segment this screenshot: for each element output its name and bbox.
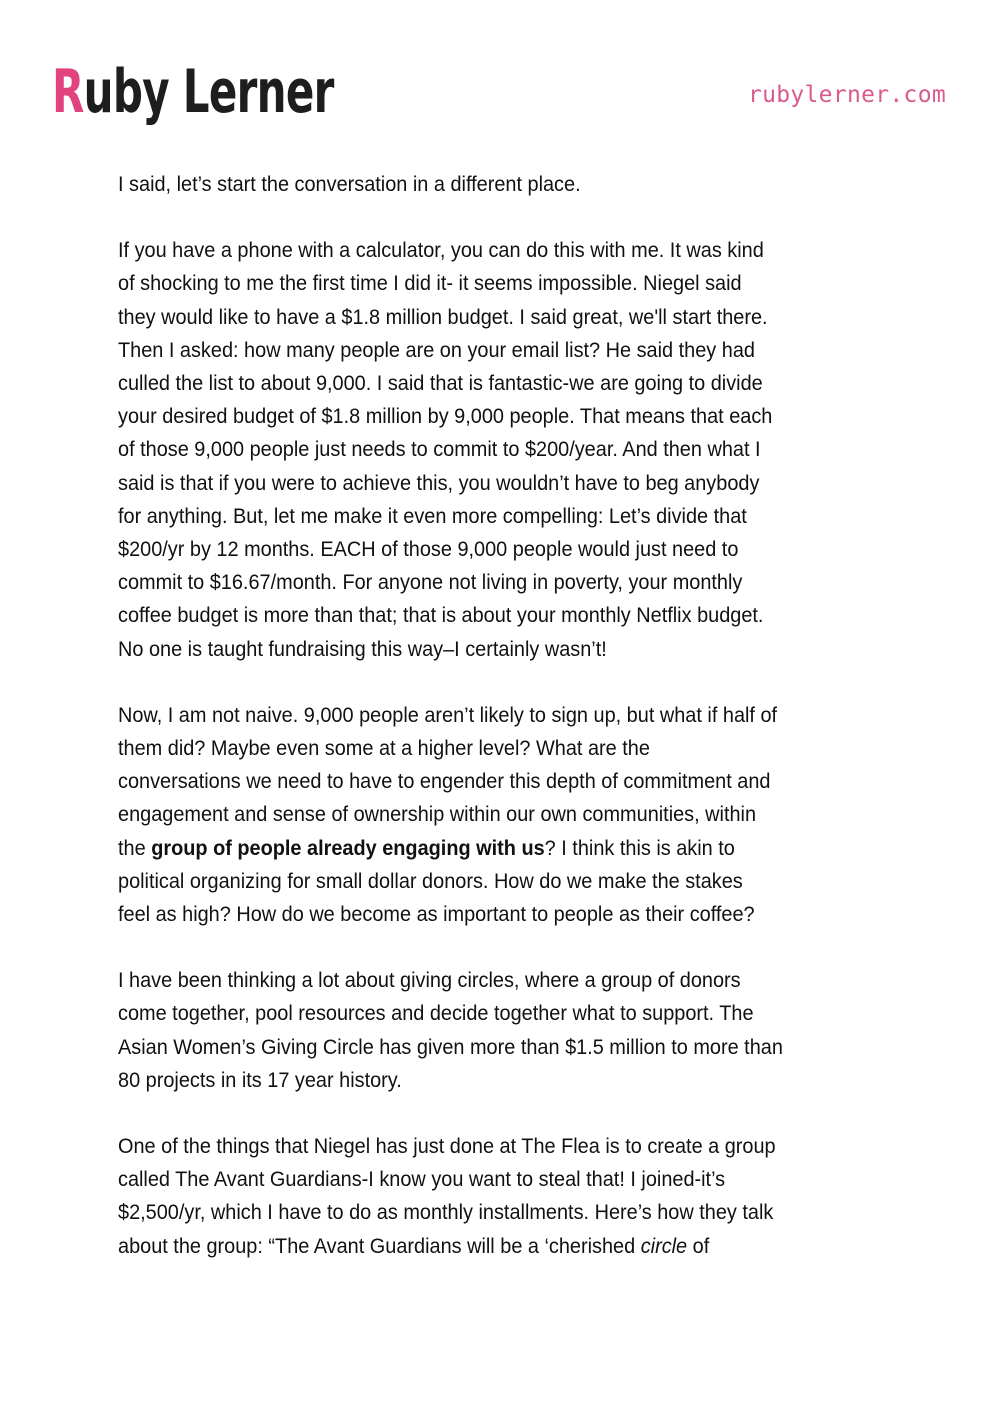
text-line: One of the things that Niegel has just done at The Flea is to create a group	[118, 1134, 776, 1159]
text-line: political organizing for small dollar donors. How do we make the stakes	[118, 868, 743, 893]
text-line: come together, pool resources and decide together what to support. The	[118, 1001, 754, 1026]
text-run: ? I think this is akin to	[544, 835, 735, 860]
text-line: I have been thinking a lot about giving circles, where a group of donors	[118, 968, 741, 993]
text-line: Asian Women’s Giving Circle has given more than $1.5 million to more than	[118, 1034, 783, 1059]
text-line: $2,500/yr, which I have to do as monthly installments. Here’s how they talk	[118, 1200, 774, 1225]
paragraph-3	[118, 699, 918, 931]
text-line: of those 9,000 people just needs to commit to $200/year. And then what I	[118, 437, 761, 462]
text-line: Then I asked: how many people are on your email list? He said they had	[118, 337, 755, 362]
text-line: your desired budget of $1.8 million by 9,000 people. That means that each	[118, 404, 773, 429]
text-line: I said, let’s start the conversation in a different place.	[118, 172, 581, 196]
text-line: they would like to have a $1.8 million budget. I said great, we'll start there.	[118, 304, 768, 329]
logo-initial: R	[52, 57, 84, 127]
text-run: of	[687, 1233, 710, 1258]
text-line: of shocking to me the first time I did it- it seems impossible. Niegel said	[118, 271, 742, 296]
text-line: them did? Maybe even some at a higher level? What are the	[118, 736, 650, 761]
site-url: rubylerner.com	[747, 82, 946, 108]
body-text	[118, 168, 918, 1296]
paragraph-4	[118, 964, 918, 1097]
ruby-lerner-logo	[52, 52, 334, 132]
text-run: the	[118, 835, 152, 860]
text-line: culled the list to about 9,000. I said that is fantastic-we are going to divide	[118, 371, 763, 396]
italic-word: circle	[640, 1233, 688, 1258]
text-line-with-bold	[118, 832, 862, 865]
text-line: said is that if you were to achieve this, you wouldn’t have to beg anybody	[118, 470, 760, 495]
paragraph-1	[118, 168, 918, 201]
text-line: called The Avant Guardians-I know you want to steal that! I joined-it’s	[118, 1167, 726, 1192]
bold-phrase: group of people already engaging with us	[151, 835, 545, 860]
text-line: for anything. But, let me make it even more compelling: Let’s divide that	[118, 503, 747, 528]
text-line: No one is taught fundraising this way–I certainly wasn’t!	[118, 636, 607, 661]
text-line: coffee budget is more than that; that is about your monthly Netflix budget.	[118, 603, 764, 628]
text-line: commit to $16.67/month. For anyone not living in poverty, your monthly	[118, 570, 743, 595]
text-line: engagement and sense of ownership within our own communities, within	[118, 802, 757, 827]
text-line: 80 projects in its 17 year history.	[118, 1067, 402, 1092]
text-line: Now, I am not naive. 9,000 people aren’t likely to sign up, but what if half of	[118, 702, 778, 727]
text-line-with-italic	[118, 1230, 862, 1263]
text-line: $200/yr by 12 months. EACH of those 9,000 people would just need to	[118, 537, 739, 562]
text-line: feel as high? How do we become as important to people as their coffee?	[118, 902, 755, 927]
paragraph-2	[118, 234, 918, 666]
paragraph-5	[118, 1130, 918, 1263]
text-line: If you have a phone with a calculator, you can do this with me. It was kind	[118, 238, 764, 263]
text-run: about the group: “The Avant Guardians will be a ‘cherished	[118, 1233, 641, 1258]
text-line: conversations we need to have to engender this depth of commitment and	[118, 769, 771, 794]
logo-name: uby Lerner	[83, 57, 334, 127]
